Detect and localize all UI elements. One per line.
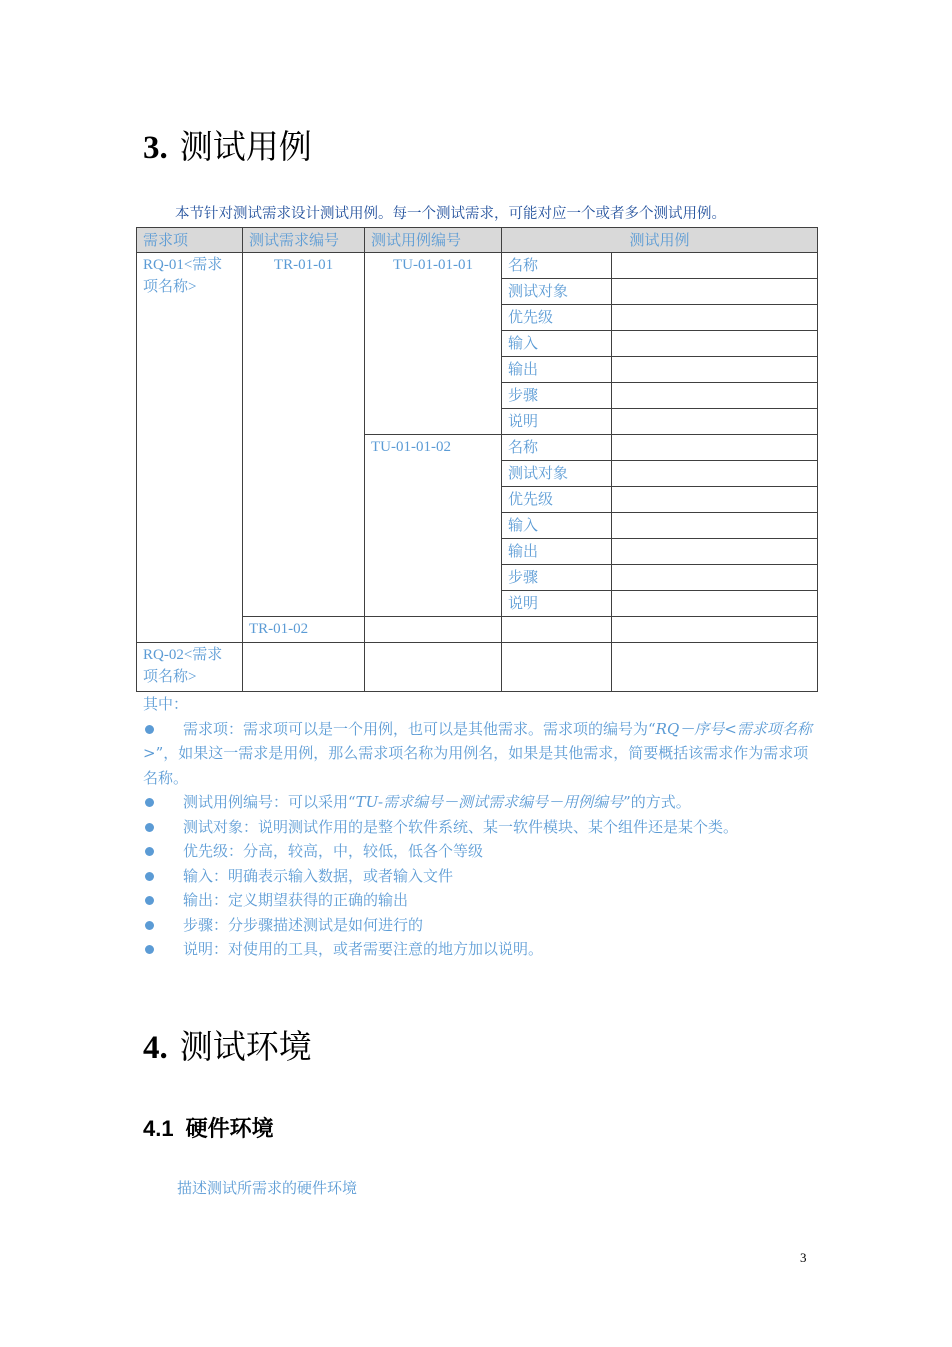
field-label: 测试对象 [502,279,612,305]
section-title: 测试环境 [179,1027,312,1066]
bullet-dot-icon [145,872,154,881]
table-row [137,253,818,279]
list-item: 说明：对使用的工具，或者需要注意的地方加以说明。 [143,937,823,962]
field-label: 输出 [502,539,612,565]
list-item: 输入：明确表示输入数据，或者输入文件 [143,864,823,889]
field-label: 名称 [502,253,612,279]
field-value [612,461,818,487]
field-value [612,435,818,461]
requirement-cell: RQ-02<需求项名称> [137,643,243,692]
header-test-case-id: 测试用例编号 [365,228,502,253]
notes-section [143,692,823,962]
empty-cell [365,617,502,643]
field-label: 步骤 [502,383,612,409]
intro-paragraph: 本节针对测试需求设计测试用例。每一个测试需求，可能对应一个或者多个测试用例。 [175,206,726,222]
section-number: 4. [143,1030,168,1066]
bullet-dot-icon [145,945,154,954]
empty-cell [612,617,818,643]
test-requirement-id-cell: TR-01-01 [243,253,365,617]
section-4-1-heading [143,1115,274,1144]
page-number: 3 [800,1250,807,1265]
bullet-dot-icon [145,798,154,807]
bullet-dot-icon [145,896,154,905]
field-label: 优先级 [502,487,612,513]
field-value [612,591,818,617]
empty-cell [502,617,612,643]
section-number: 3. [143,130,168,166]
section-3-heading [143,127,312,168]
section-title: 硬件环境 [185,1117,274,1142]
field-value [612,409,818,435]
test-case-table [136,227,818,692]
header-test-case: 测试用例 [502,228,818,253]
list-item: 测试对象：说明测试作用的是整个软件系统、某一软件模块、某个组件还是某个类。 [143,815,823,840]
empty-cell [365,643,502,692]
test-case-id-cell: TU-01-01-02 [365,435,502,617]
requirement-cell: RQ-01<需求项名称> [137,253,243,643]
table-header-row [137,228,818,253]
field-value [612,487,818,513]
table-row [137,643,818,692]
section-number: 4.1 [143,1116,174,1141]
empty-cell [502,643,612,692]
bullet-dot-icon [145,823,154,832]
bullet-dot-icon [145,847,154,856]
field-value [612,331,818,357]
field-label: 说明 [502,409,612,435]
field-value [612,253,818,279]
bullet-dot-icon [145,921,154,930]
field-label: 输入 [502,513,612,539]
field-label: 输入 [502,331,612,357]
field-label: 名称 [502,435,612,461]
empty-cell [612,643,818,692]
field-label: 说明 [502,591,612,617]
field-label: 优先级 [502,305,612,331]
field-value [612,305,818,331]
notes-lead: 其中： [143,695,189,713]
bullet-dot-icon [145,725,154,734]
section-4-1-body: 描述测试所需求的硬件环境 [177,1179,358,1197]
list-item: 输出：定义期望获得的正确的输出 [143,888,823,913]
field-value [612,357,818,383]
list-item: 需求项：需求项可以是一个用例，也可以是其他需求。需求项的编号为“RQ－序号<需求项名称>”，如果这一需求是用例，那么需求项名称为用例名，如果是其他需求，简要概括该需求作为需求项名称。 [143,719,812,787]
header-test-requirement-id: 测试需求编号 [243,228,365,253]
field-value [612,279,818,305]
section-4-heading [143,1027,312,1068]
field-label: 步骤 [502,565,612,591]
field-value [612,513,818,539]
section-title: 测试用例 [179,127,312,166]
empty-cell [243,643,365,692]
list-item: 优先级：分高，较高，中，较低，低各个等级 [143,839,823,864]
header-requirement: 需求项 [137,228,243,253]
field-value [612,565,818,591]
test-requirement-id-cell: TR-01-02 [243,617,365,643]
field-value [612,539,818,565]
field-label: 输出 [502,357,612,383]
field-label: 测试对象 [502,461,612,487]
test-case-id-cell: TU-01-01-01 [365,253,502,435]
field-value [612,383,818,409]
list-item: 步骤：分步骤描述测试是如何进行的 [143,913,823,938]
list-item: 测试用例编号：可以采用“TU-需求编号－测试需求编号－用例编号”的方式。 [143,790,823,815]
